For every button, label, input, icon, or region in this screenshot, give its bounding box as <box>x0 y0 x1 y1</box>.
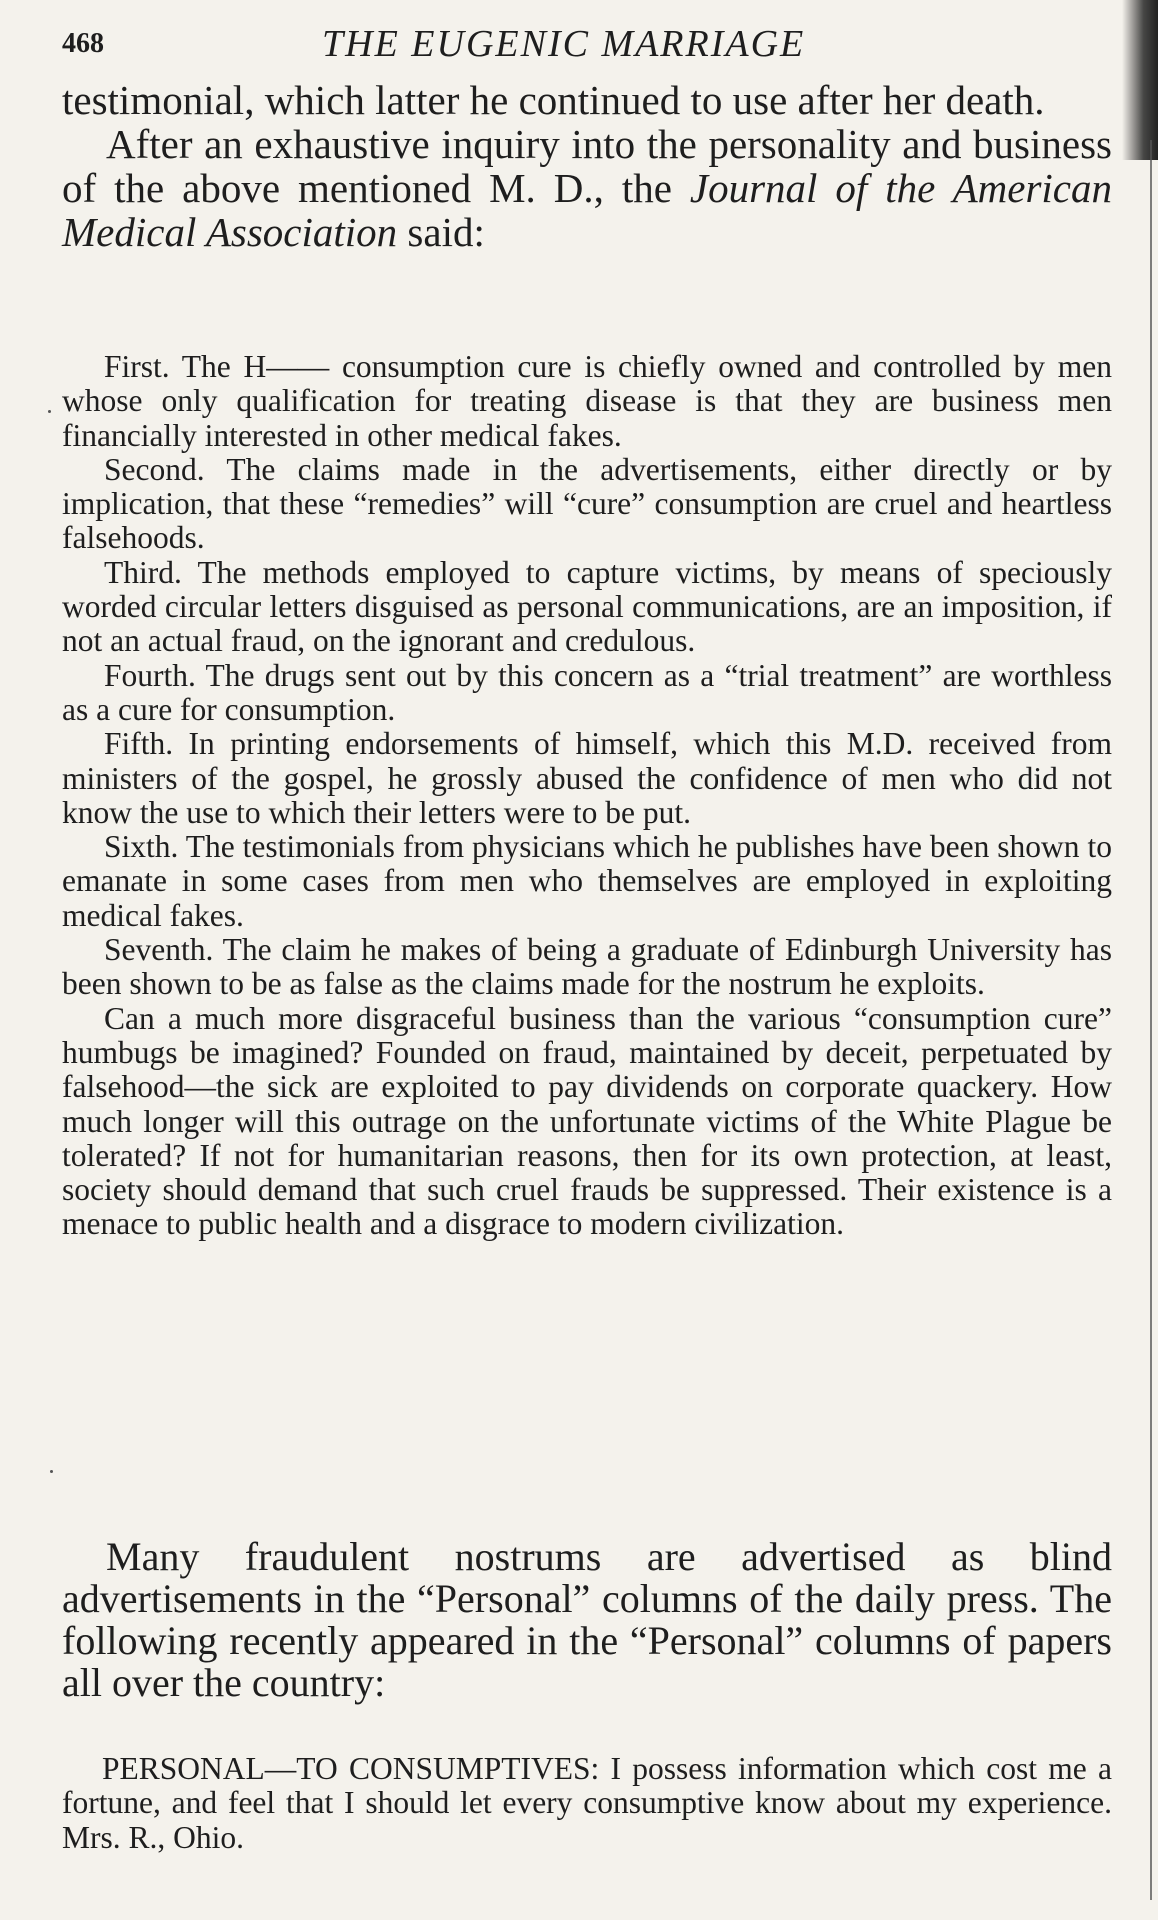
continuation-paragraph: testimonial, which latter he continued to use after her death. <box>62 77 1045 123</box>
personal-ad-text: PERSONAL—TO CONSUMPTIVES: I possess information which cost me a fortune, and feel that I should let every consumptive know about my experience. Mrs. R., Ohio. <box>62 1751 1112 1855</box>
scan-speck <box>50 1470 53 1473</box>
journal-title: Journal of the American Medical Association <box>62 165 1112 255</box>
inquiry-text-end: said: <box>397 209 485 255</box>
page-edge-line <box>1150 140 1152 1900</box>
personal-ad <box>62 1752 1112 1855</box>
inquiry-text-start: After an exhaustive inquiry into the personality and business of the above mentioned M. D., the <box>62 121 1112 211</box>
quoted-findings <box>62 350 1112 1242</box>
finding-fifth: Fifth. In printing endorsements of himself, which this M.D. received from ministers of the gospel, he grossly abused the confidence of men who did not know the use to which their letters were to be put. <box>62 726 1112 830</box>
scan-edge-shadow <box>1122 0 1158 160</box>
finding-first: First. The H—— consumption cure is chiefly owned and controlled by men whose only qualification for treating disease is that they are business men financially interested in other medical fakes. <box>62 349 1112 453</box>
running-head: THE EUGENIC MARRIAGE <box>322 23 806 65</box>
disgraceful-business-paragraph: Can a much more disgraceful business than the various “consumption cure” humbugs be imagined? Founded on fraud, maintained by deceit, perpetuated by falsehood—the sick are exploited to pay dividends on corporate quackery. How much longer will this outrage on the unfortunate victims of the White Plague be tolerated? If not for humanitarian reasons, then for its own protection, at least, society should demand that such cruel frauds be suppressed. Their existence is a menace to public health and a disgrace to modern civilization. <box>62 1000 1112 1242</box>
intro-section <box>62 78 1112 254</box>
finding-sixth: Sixth. The testimonials from physicians which he publishes have been shown to emanate in some cases from men who themselves are employed in exploiting medical fakes. <box>62 829 1112 933</box>
finding-second: Second. The claims made in the advertisements, either directly or by implication, that these “remedies” will “cure” consumption are cruel and heartless falsehoods. <box>62 451 1112 556</box>
scan-speck <box>48 410 51 413</box>
page-number: 468 <box>62 28 104 59</box>
inquiry-paragraph <box>62 122 1112 254</box>
finding-third: Third. The methods employed to capture victims, by means of speciously worded circular letters disguised as personal communications, are an imposition, if not an actual fraud, on the ignorant and credulous. <box>62 554 1112 659</box>
page-header <box>62 22 1102 66</box>
finding-seventh: Seventh. The claim he makes of being a graduate of Edinburgh University has been shown to be as false as the claims made for the nostrum he exploits. <box>62 932 1112 1002</box>
nostrums-paragraph: Many fraudulent nostrums are advertised as blind advertisements in the “Personal” columns of the daily press. The following recently appeared in the “Personal” columns of papers all over the country: <box>62 1534 1112 1705</box>
closing-section <box>62 1536 1112 1704</box>
finding-fourth: Fourth. The drugs sent out by this concern as a “trial treatment” are worthless as a cure for consumption. <box>62 657 1112 727</box>
